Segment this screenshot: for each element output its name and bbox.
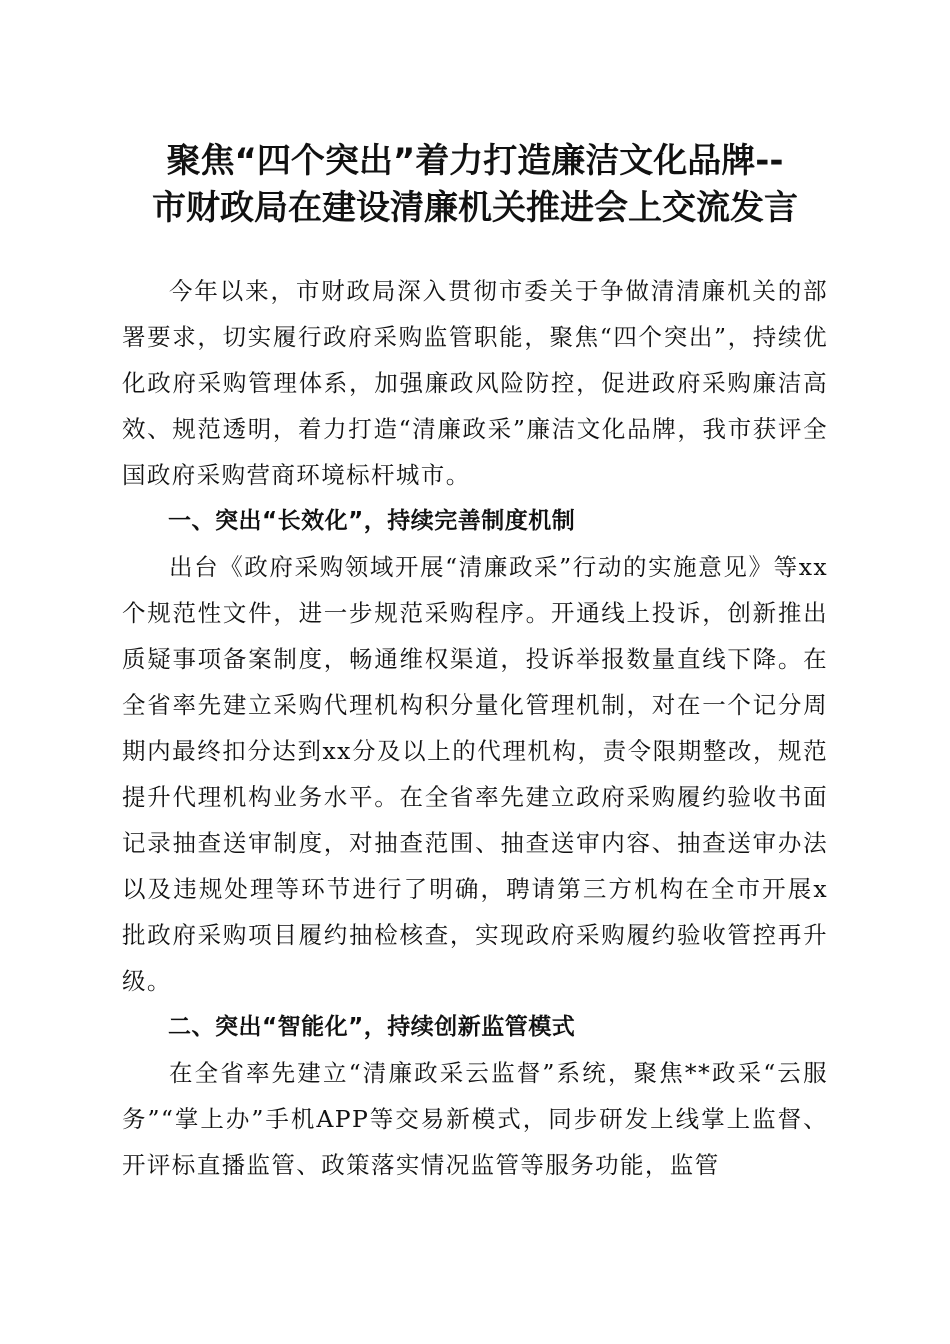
section-1-paragraph: 出台《政府采购领域开展“清廉政采”行动的实施意见》等xx个规范性文件，进一步规范采购程序。开通线上投诉，创新推出质疑事项备案制度，畅通维权渠道，投诉举报数量直线下降。在全省率先建立采购代理机构积分量化管理机制，对在一个记分周期内最终扣分达到xx分及以上的代理机构，责令限期整改，规范提升代理机构业务水平。在全省率先建立政府采购履约验收书面记录抽查送审制度，对抽查范围、抽查送审内容、抽查送审办法以及违规处理等环节进行了明确，聘请第三方机构在全市开展x批政府采购项目履约抽检核查，实现政府采购履约验收管控再升级。 — [122, 553, 828, 995]
intro-paragraph: 今年以来，市财政局深入贯彻市委关于争做清清廉机关的部署要求，切实履行政府采购监管职能，聚焦“四个突出”，持续优化政府采购管理体系，加强廉政风险防控，促进政府采购廉洁高效、规范透明，着力打造“清廉政采”廉洁文化品牌，我市获评全国政府采购营商环境标杆城市。 — [122, 277, 828, 489]
section-1-heading: 一、突出“长效化”，持续完善制度机制 — [168, 508, 576, 534]
section-2-heading: 二、突出“智能化”，持续创新监管模式 — [168, 1014, 576, 1040]
document-title-line-2: 市财政局在建设清廉机关推进会上交流发言 — [152, 188, 798, 228]
section-2-paragraph: 在全省率先建立“清廉政采云监督”系统，聚焦**政采“云服务”“掌上办”手机APP等交易新模式，同步研发上线掌上监督、开评标直播监管、政策落实情况监管等服务功能，监管 — [122, 1059, 828, 1179]
document-body — [122, 268, 828, 1188]
document-title-line-1: 聚焦“四个突出”着力打造廉洁文化品牌-- — [166, 141, 784, 181]
